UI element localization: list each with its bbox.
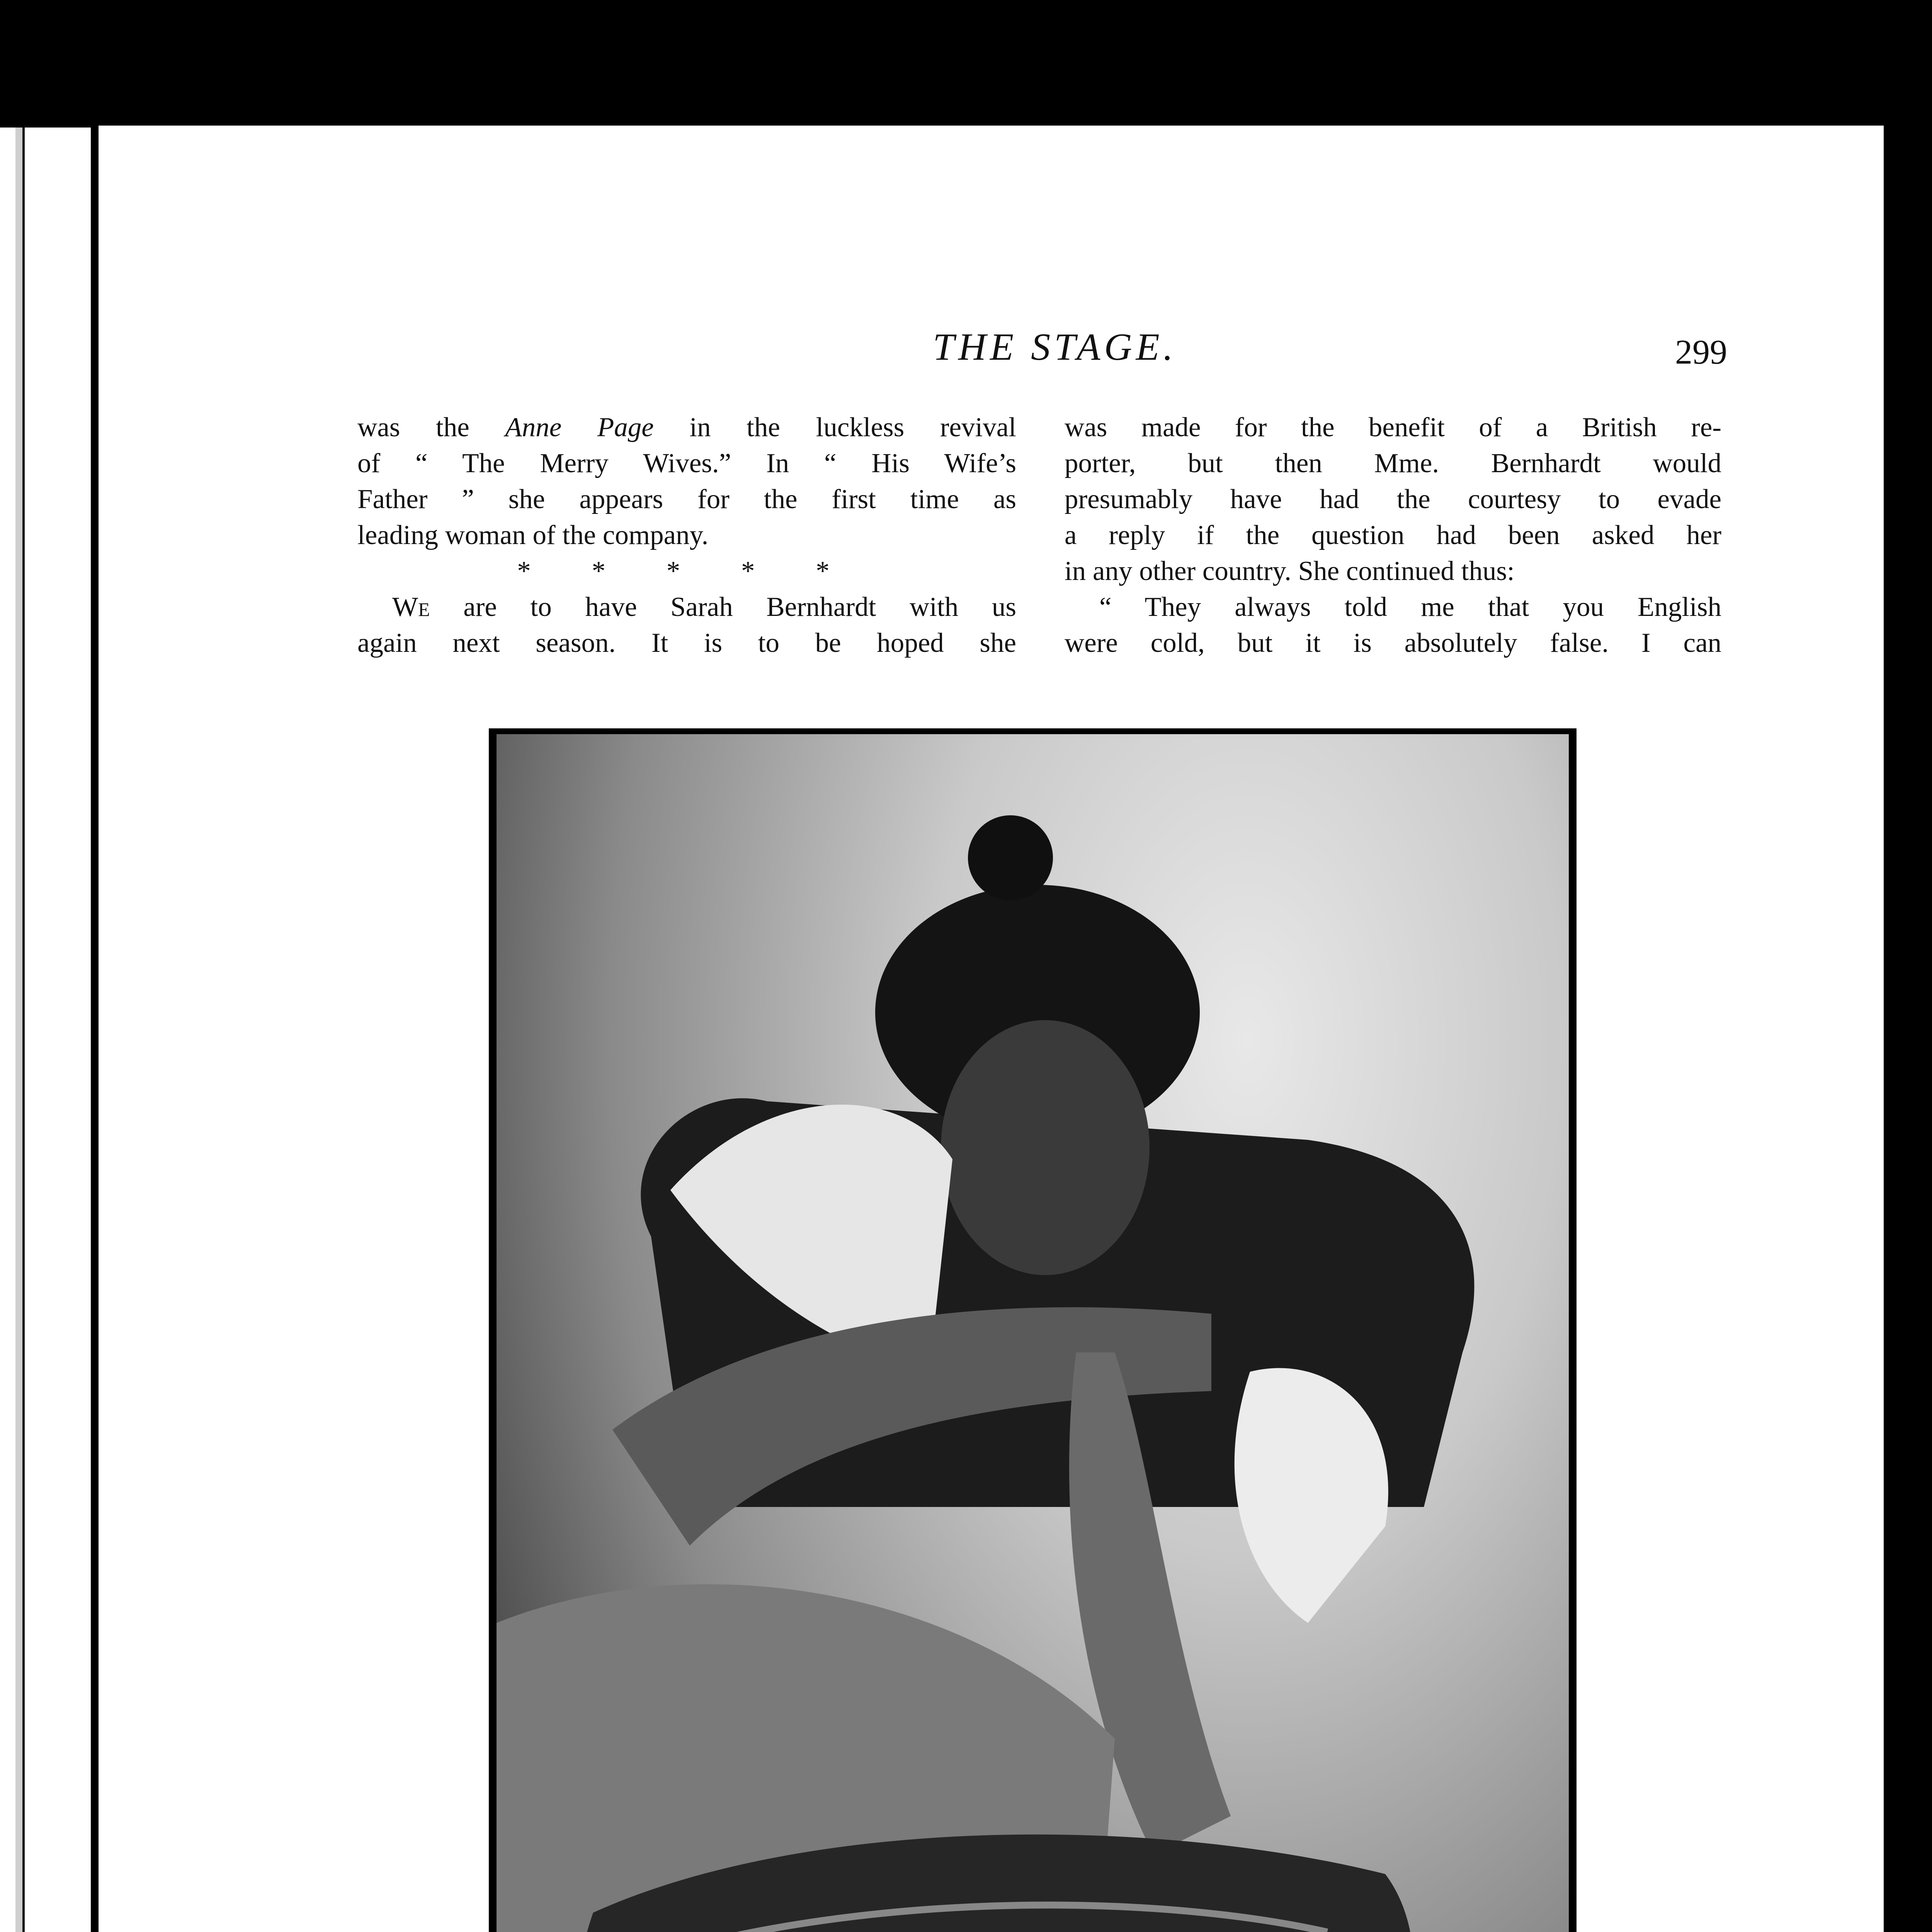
page-number: 299 <box>1675 333 1727 371</box>
text-run: was made for the benefit of a British re- <box>1065 412 1721 442</box>
text-line <box>1065 446 1721 481</box>
page-gutter <box>15 128 22 1932</box>
photo-image <box>497 734 1569 1932</box>
text-run: porter, but then Mme. Bernhardt would <box>1065 448 1721 478</box>
facing-page-edge <box>0 128 91 1932</box>
text-line <box>1065 553 1721 589</box>
text-line <box>1065 410 1721 446</box>
text-column-left-top <box>357 410 1016 661</box>
text-line <box>357 517 1016 553</box>
text-line <box>357 446 1016 481</box>
text-run: “ They always told me that you English <box>1099 592 1721 622</box>
text-run: was the <box>357 412 505 442</box>
text-line <box>1065 589 1721 625</box>
text-line <box>357 410 1016 446</box>
text-run: leading woman of the company. <box>357 520 709 550</box>
text-line <box>1065 481 1721 517</box>
text-line <box>357 481 1016 517</box>
text-run: presumably have had the courtesy to evade <box>1065 484 1721 514</box>
text-run: were cold, but it is absolutely false. I can <box>1065 628 1721 658</box>
text-run: of “ The Merry Wives.” In “ His Wife’s <box>357 448 1016 478</box>
text-column-right-top <box>1065 410 1721 661</box>
text-run: a reply if the question had been asked her <box>1065 520 1721 550</box>
running-header: THE STAGE. <box>933 325 1177 368</box>
text-run: Anne Page <box>505 412 654 442</box>
text-run: are to have Sarah Bernhardt with us <box>430 592 1016 622</box>
portrait-photograph <box>489 728 1577 1932</box>
text-line <box>1065 517 1721 553</box>
gutter-line <box>22 128 25 1932</box>
text-run: in the luckless revival <box>653 412 1016 442</box>
text-run: We <box>392 592 430 622</box>
text-run: again next season. It is to be hoped she <box>357 628 1016 658</box>
text-run: Father ” she appears for the first time as <box>357 484 1016 514</box>
text-run: * * * * * <box>517 556 857 586</box>
text-run: in any other country. She continued thus: <box>1065 556 1515 586</box>
text-line <box>357 589 1016 625</box>
text-line <box>357 553 1016 589</box>
text-line <box>1065 625 1721 661</box>
text-line <box>357 625 1016 661</box>
portrait-illustration <box>497 734 1569 1932</box>
